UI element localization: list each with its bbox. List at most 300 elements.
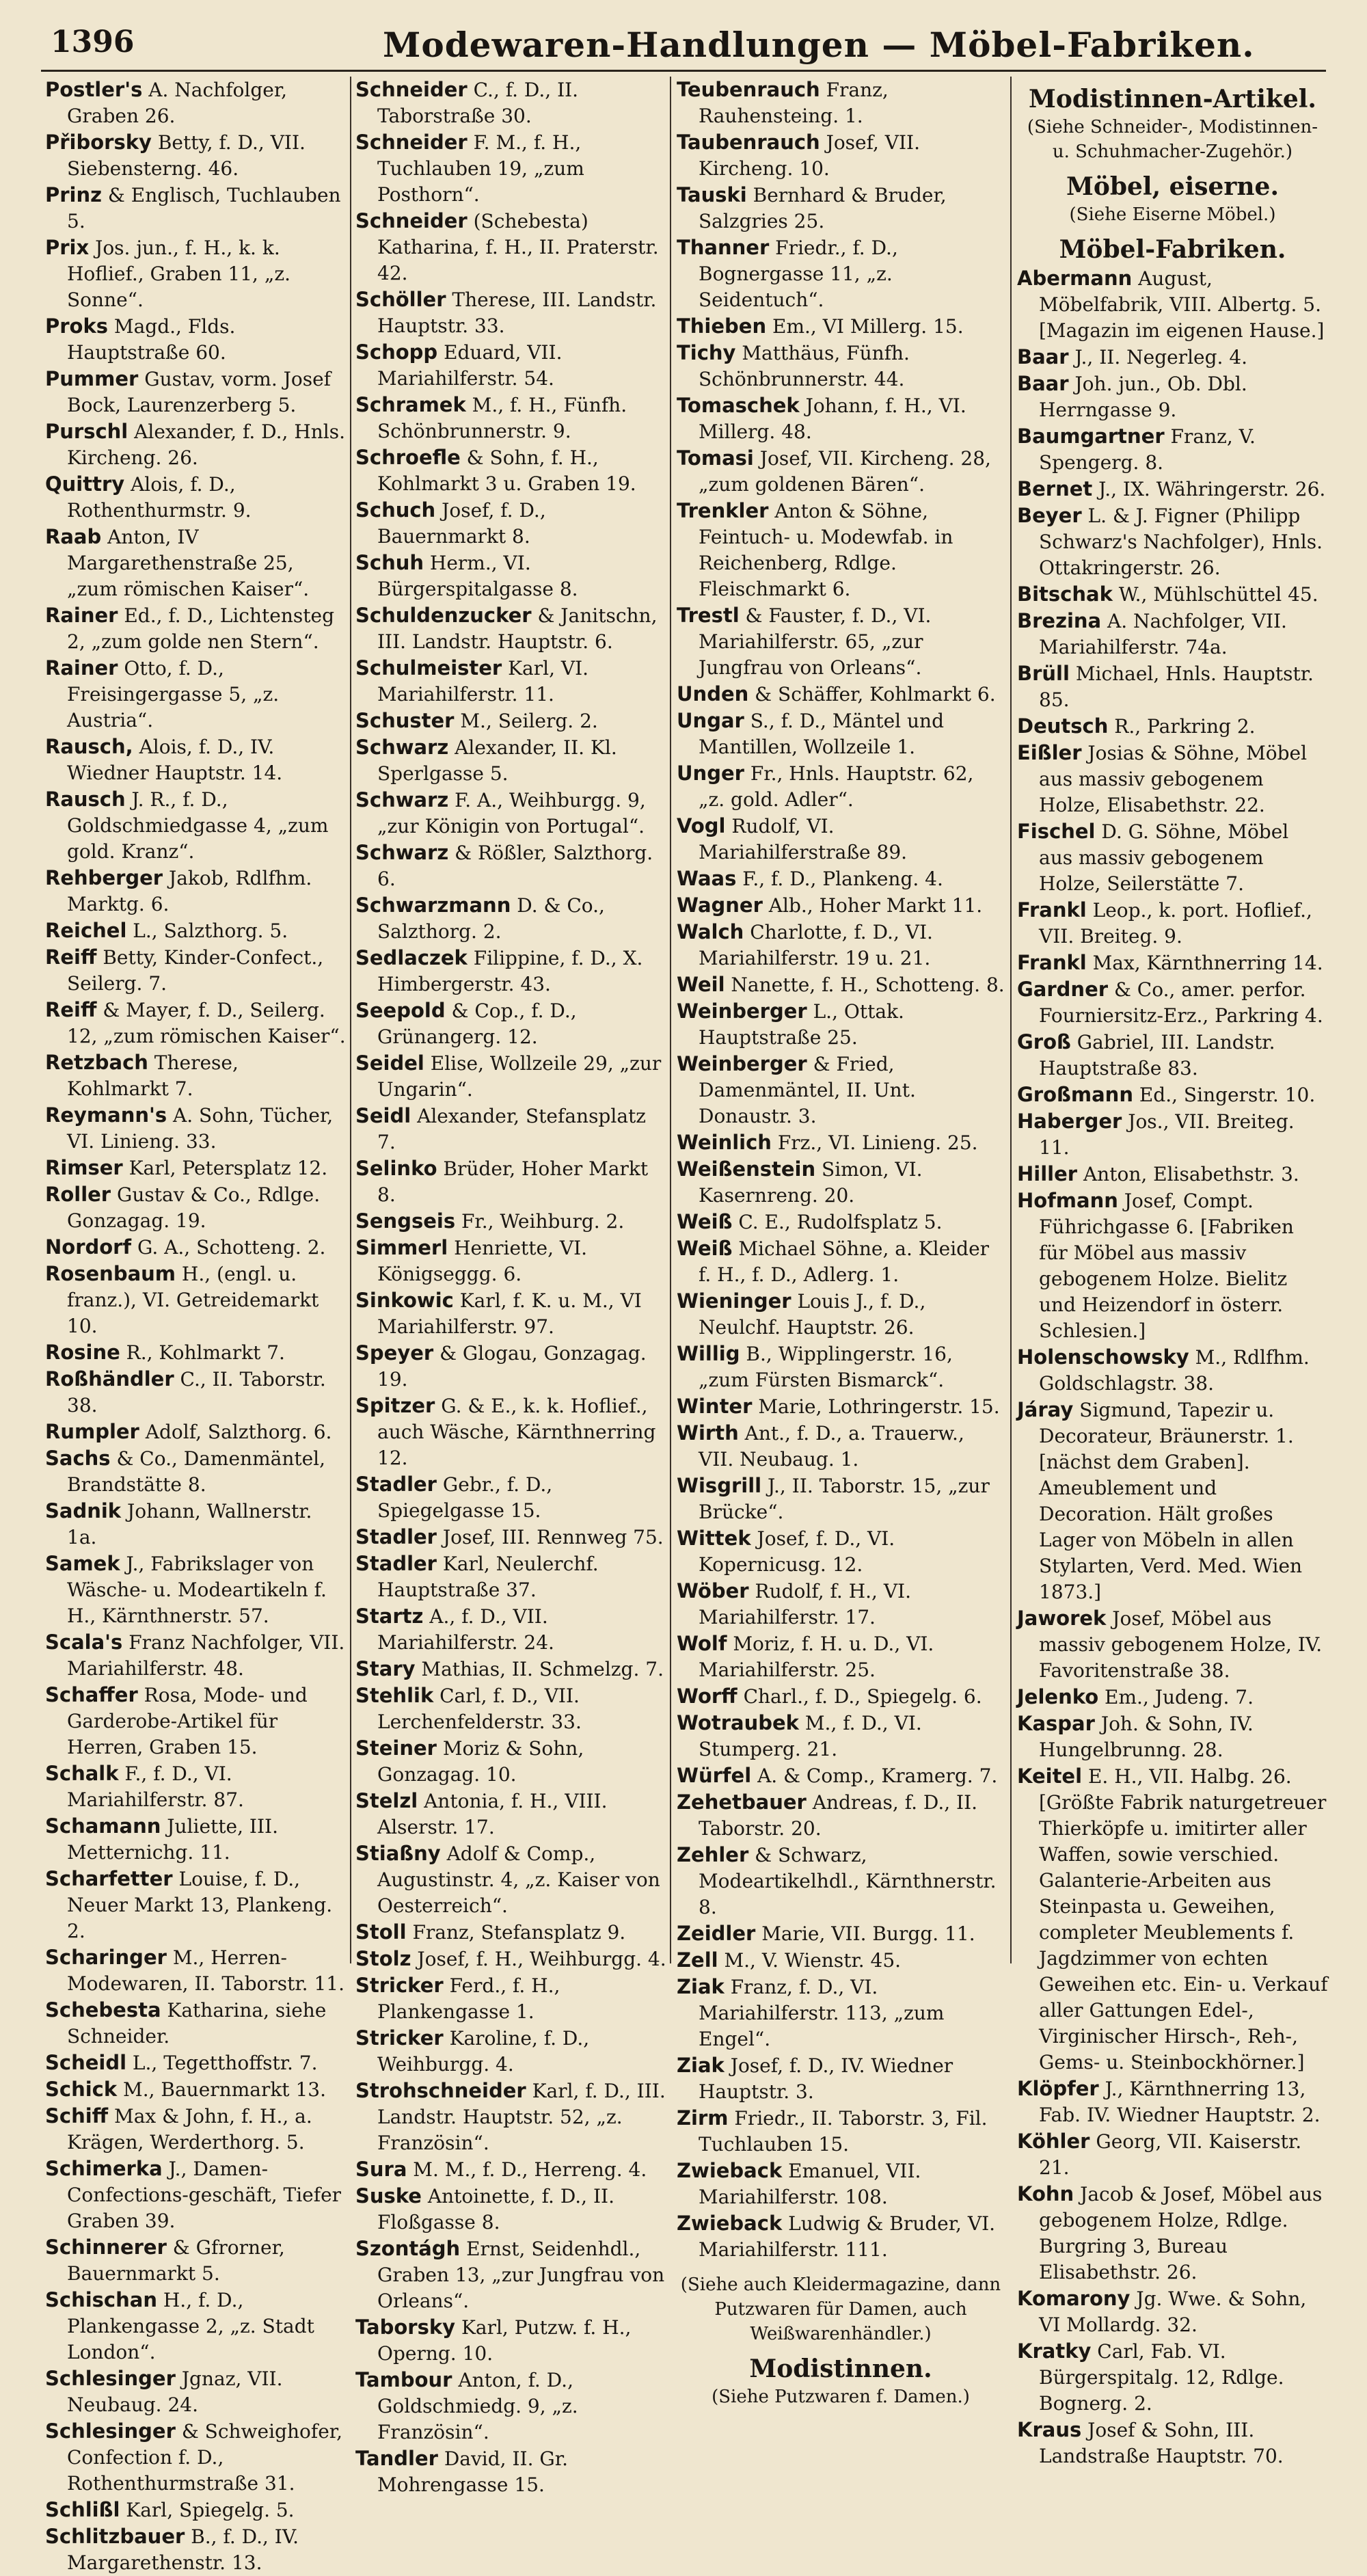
entry-name: Zehetbauer <box>677 1790 807 1814</box>
directory-entry <box>677 1920 1005 1947</box>
entry-details: L. & J. Figner (Philipp Schwarz's Nachfolger), Hnls. Ottakringerstr. 26. <box>1039 505 1323 579</box>
entry-name: Würfel <box>677 1764 752 1787</box>
entry-details: J., Kärnthnerring 13, Fab. IV. Wiedner Hauptstr. 2. <box>1039 2078 1321 2126</box>
directory-entry <box>45 865 346 917</box>
entry-name: Abermann <box>1017 267 1133 290</box>
entry-details: A. Nachfolger, Graben 26. <box>67 79 288 127</box>
directory-entry <box>355 892 666 945</box>
entry-details: Brüder, Hoher Markt 8. <box>377 1157 649 1206</box>
section-note: (Siehe auch Kleidermagazine, dann Putzwaren für Damen, auch Weißwarenhändler.) <box>680 2275 1001 2344</box>
entry-details: Carl, Fab. VI. Bürgerspitalg. 12, Rdlge. Bognerg. 2. <box>1039 2340 1284 2415</box>
entry-details: Josef, f. D., Bauernmarkt 8. <box>377 499 546 548</box>
entry-details: Alois, f. D., IV. Wiedner Hauptstr. 14. <box>67 736 283 784</box>
directory-entry <box>1017 2181 1328 2285</box>
entry-details: Bernhard & Bruder, Salzgries 25. <box>699 184 947 232</box>
entry-name: Klöpfer <box>1017 2077 1099 2100</box>
entry-details: Anton, IV Margarethenstraße 25, „zum römischen Kaiser“. <box>67 526 310 600</box>
entry-name: Suske <box>355 2184 422 2208</box>
directory-entry <box>355 1972 666 2025</box>
directory-entry <box>677 340 1005 392</box>
section-heading: Modistinnen. <box>749 2354 932 2383</box>
entry-name: Unden <box>677 682 749 706</box>
entry-details: Josef, VII. Kircheng. 10. <box>699 131 921 180</box>
entry-details: Josef, III. Rennweg 75. <box>437 1526 664 1548</box>
entry-name: Reiff <box>45 998 97 1021</box>
directory-entry <box>355 339 666 392</box>
entry-name: Jelenko <box>1017 1685 1099 1708</box>
directory-entry <box>45 418 346 471</box>
entry-details: Ed., Singerstr. 10. <box>1133 1084 1316 1106</box>
entry-name: Nordorf <box>45 1235 132 1259</box>
directory-entry <box>355 77 666 129</box>
directory-entry <box>45 313 346 366</box>
directory-entry <box>45 1682 346 1760</box>
entry-details: Franz Nachfolger, VII. Mariahilferstr. 48. <box>67 1631 345 1680</box>
entry-name: Sura <box>355 2158 407 2181</box>
entry-name: Vogl <box>677 814 726 837</box>
entry-details: D. G. Söhne, Möbel aus massiv gebogenem Holze, Seilerstätte 7. <box>1039 820 1289 895</box>
entry-details: Simon, VI. Kasernreng. 20. <box>699 1158 923 1207</box>
directory-entry <box>677 1947 1005 1974</box>
entry-details: G. & E., k. k. Hoflief., auch Wäsche, Kärnthnerring 12. <box>377 1395 656 1469</box>
entry-details: Karl, Neulerchf. Hauptstraße 37. <box>377 1553 599 1601</box>
entry-name: Schwarz <box>355 841 449 864</box>
directory-entry <box>1017 1397 1328 1605</box>
entry-name: Brüll <box>1017 662 1070 685</box>
entry-details: M., Seilerg. 2. <box>454 710 598 732</box>
directory-entry <box>677 1288 1005 1341</box>
entry-name: Deutsch <box>1017 714 1109 738</box>
entry-details: Herm., VI. Bürgerspitalgasse 8. <box>377 552 578 600</box>
directory-entry <box>677 2105 1005 2158</box>
entry-name: Brezina <box>1017 609 1102 632</box>
directory-entry <box>355 1287 666 1340</box>
entry-details: Moriz, f. H. u. D., VI. Mariahilferstr. 25. <box>699 1633 934 1681</box>
directory-entry <box>45 1102 346 1155</box>
entry-name: Kohn <box>1017 2182 1074 2205</box>
directory-entry <box>45 734 346 786</box>
section-note: (Siehe Schneider-, Modistinnen- u. Schuhmacher-Zugehör.) <box>1027 117 1318 162</box>
entry-name: Stiaßny <box>355 1842 441 1865</box>
entry-name: Rausch, <box>45 735 133 758</box>
entry-name: Rosenbaum <box>45 1262 176 1285</box>
entry-details: Rudolf, VI. Mariahilferstraße 89. <box>699 815 908 863</box>
entry-details: Matthäus, Fünfh. Schönbrunnerstr. 44. <box>699 342 910 390</box>
directory-entry <box>45 524 346 602</box>
directory-entry <box>355 1656 666 1682</box>
entry-details: & Sohn, f. H., Kohlmarkt 3 u. Graben 19. <box>377 446 636 495</box>
entry-name: Schamann <box>45 1814 161 1838</box>
entry-name: Schlesinger <box>45 2419 176 2443</box>
directory-entry <box>1017 265 1328 344</box>
entry-details: & Englisch, Tuchlauben 5. <box>67 184 341 232</box>
directory-entry <box>677 1974 1005 2052</box>
directory-entry <box>677 813 1005 866</box>
directory-entry <box>677 708 1005 760</box>
entry-name: Scharfetter <box>45 1867 173 1890</box>
entry-details: & Schweighofer, Confection f. D., Rothenthurmstraße 31. <box>67 2420 342 2495</box>
entry-details: Em., Judeng. 7. <box>1098 1686 1254 1708</box>
entry-details: Jakob, Rdlfhm. Marktg. 6. <box>67 867 312 915</box>
entry-name: Schischan <box>45 2288 157 2311</box>
directory-entry <box>355 2156 666 2183</box>
entry-details: Adolf & Comp., Augustinstr. 4, „z. Kaiser von Oesterreich“. <box>377 1842 660 1917</box>
entry-name: Bernet <box>1017 477 1093 500</box>
directory-entry <box>355 1919 666 1946</box>
entry-details: Ludwig & Bruder, VI. Mariahilferstr. 111. <box>699 2212 996 2261</box>
entry-details: Nanette, f. H., Schotteng. 8. <box>725 974 1005 996</box>
entry-details: & Fauster, f. D., VI. Mariahilferstr. 65, „zur Jungfrau von Orleans“. <box>699 604 932 679</box>
directory-entry <box>677 129 1005 182</box>
entry-details: W., Mühlschüttel 45. <box>1112 583 1318 606</box>
entry-name: Scheidl <box>45 2051 127 2074</box>
directory-entry <box>1017 2285 1328 2338</box>
directory-entry <box>1017 1763 1328 2076</box>
entry-details: M., f. D., VI. Stumperg. 21. <box>699 1712 922 1760</box>
entry-name: Weil <box>677 973 725 996</box>
entry-details: Fr., Hnls. Hauptstr. 62, „z. gold. Adler“. <box>699 762 974 811</box>
entry-name: Tomaschek <box>677 394 800 417</box>
entry-name: Schöller <box>355 288 446 311</box>
directory-entry <box>1017 1161 1328 1188</box>
entry-name: Schlitzbauer <box>45 2525 185 2548</box>
directory-entry <box>45 1049 346 1102</box>
directory-entry <box>355 550 666 602</box>
entry-details: L., Salzthorg. 5. <box>126 920 288 942</box>
entry-details: Karl, f. D., III. Landstr. Hauptstr. 52, „z. Französin“. <box>377 2080 666 2154</box>
entry-details: & Cop., f. D., Grünangerg. 12. <box>377 999 577 1048</box>
entry-details: Karl, Petersplatz 12. <box>122 1157 328 1179</box>
directory-entry <box>45 944 346 997</box>
entry-details: Andreas, f. D., II. Taborstr. 20. <box>699 1791 978 1840</box>
directory-entry <box>677 1683 1005 1710</box>
entry-name: Seepold <box>355 999 446 1022</box>
entry-details: Betty, f. D., VII. Siebensterng. 46. <box>67 131 306 180</box>
entry-details: H., (engl. u. franz.), VI. Getreidemarkt 10. <box>67 1263 319 1337</box>
entry-name: Sengseis <box>355 1209 456 1233</box>
directory-entry <box>45 1181 346 1234</box>
directory-entry <box>355 392 666 444</box>
entry-name: Walch <box>677 920 744 943</box>
entry-name: Weißenstein <box>677 1157 816 1181</box>
entry-name: Wisgrill <box>677 1474 762 1497</box>
directory-entry <box>45 997 346 1049</box>
entry-details: Gabriel, III. Landstr. Hauptstraße 83. <box>1039 1031 1275 1079</box>
entry-details: M. M., f. D., Herreng. 4. <box>407 2158 647 2181</box>
entry-details: J., II. Taborstr. 15, „zur Brücke“. <box>699 1475 990 1523</box>
entry-name: Weinberger <box>677 999 807 1023</box>
entry-details: & Co., Damenmäntel, Brandstätte 8. <box>67 1447 326 1496</box>
directory-entry <box>355 497 666 550</box>
entry-details: Josias & Söhne, Möbel aus massiv gebogenem Holze, Elisabethstr. 22. <box>1039 742 1308 816</box>
entry-name: Hiller <box>1017 1162 1078 1185</box>
entry-name: Zell <box>677 1948 718 1972</box>
directory-entry <box>1017 897 1328 950</box>
entry-name: Schuh <box>355 551 424 574</box>
entry-details: Antoinette, f. D., II. Floßgasse 8. <box>377 2185 615 2233</box>
entry-name: Schwarz <box>355 788 449 811</box>
entry-name: Reiff <box>45 945 97 969</box>
entry-details: B., f. D., IV. Margarethenstr. 13. <box>67 2525 299 2574</box>
entry-name: Schlißl <box>45 2498 120 2521</box>
entry-details: Gustav, vorm. Josef Bock, Laurenzerberg 5. <box>67 368 331 416</box>
directory-entry <box>677 1473 1005 1525</box>
entry-name: Roller <box>45 1183 111 1206</box>
entry-details: Josef, f. D., VI. Kopernicusg. 12. <box>699 1527 895 1576</box>
directory-entry <box>1017 371 1328 423</box>
directory-entry <box>355 208 666 286</box>
entry-name: Fischel <box>1017 820 1096 843</box>
entry-details: Alois, f. D., Rothenthurmstr. 9. <box>67 473 252 522</box>
entry-details: Elise, Wollzeile 29, „zur Ungarin“. <box>377 1052 662 1101</box>
entry-name: Wittek <box>677 1527 751 1550</box>
directory-entry <box>1017 1344 1328 1397</box>
directory-entry <box>45 786 346 865</box>
column-divider <box>350 77 351 1963</box>
column-1 <box>45 77 346 2574</box>
entry-name: Prix <box>45 236 90 259</box>
directory-entry <box>1017 502 1328 581</box>
directory-entry <box>45 2050 346 2076</box>
entry-details: Therese, Kohlmarkt 7. <box>67 1051 239 1100</box>
entry-name: Thieben <box>677 314 767 338</box>
entry-name: Trenkler <box>677 499 769 522</box>
entry-details: Friedr., f. D., Bognergasse 11, „z. Seidentuch“. <box>699 237 898 311</box>
entry-name: Steiner <box>355 1736 437 1760</box>
directory-entry <box>45 1445 346 1498</box>
entry-details: J., IX. Währingerstr. 26. <box>1092 478 1326 500</box>
entry-details: Anton, f. D., Goldschmiedg. 9, „z. Französin“. <box>377 2369 578 2443</box>
entry-details: Antonia, f. H., VIII. Alserstr. 17. <box>377 1790 608 1838</box>
entry-details: Adolf, Salzthorg. 6. <box>139 1421 332 1443</box>
column-4 <box>1017 77 1328 2467</box>
directory-entry <box>677 2052 1005 2105</box>
entry-name: Schopp <box>355 340 438 364</box>
entry-details: Franz, f. D., VI. Mariahilferstr. 113, „zum Engel“. <box>699 1976 945 2050</box>
entry-details: F. A., Weihburgg. 9, „zur Königin von Portugal“. <box>377 789 646 837</box>
entry-name: Weiß <box>677 1237 733 1260</box>
directory-entry <box>677 1710 1005 1762</box>
entry-details: Josef, f. D., IV. Wiedner Hauptstr. 3. <box>699 2054 953 2103</box>
directory-entry <box>355 1788 666 1840</box>
directory-entry <box>355 2078 666 2156</box>
directory-entry <box>677 77 1005 129</box>
entry-details: Ferd., f. H., Plankengasse 1. <box>377 1974 560 2023</box>
entry-details: & Fried, Damenmäntel, II. Unt. Donaustr. 3. <box>699 1053 916 1127</box>
entry-details: Carl, f. D., VII. Lerchenfelderstr. 33. <box>377 1685 582 1733</box>
entry-name: Scharinger <box>45 1946 167 1969</box>
directory-entry <box>355 1682 666 1735</box>
entry-details: Karoline, f. D., Weihburgg. 4. <box>377 2027 590 2076</box>
entry-details: Alexander, f. D., Hnls. Kircheng. 26. <box>67 420 346 469</box>
entry-name: Tandler <box>355 2447 438 2470</box>
directory-entry <box>677 866 1005 892</box>
entry-name: Worff <box>677 1685 737 1708</box>
entry-name: Weinberger <box>677 1052 807 1075</box>
entry-details: Eduard, VII. Mariahilferstr. 54. <box>377 341 563 390</box>
directory-entry <box>1017 818 1328 897</box>
entry-name: Retzbach <box>45 1051 148 1074</box>
directory-entry <box>1017 608 1328 660</box>
entry-name: Rosine <box>45 1341 120 1364</box>
entry-details: Max & John, f. H., a. Krägen, Werderthorg. 5. <box>67 2105 312 2154</box>
directory-entry <box>1017 1684 1328 1710</box>
entry-name: Baar <box>1017 345 1069 368</box>
entry-details: Karl, Putzw. f. H., Operng. 10. <box>377 2316 632 2365</box>
directory-entry <box>45 366 346 418</box>
entry-details: & Glogau, Gonzagag. 19. <box>377 1342 647 1391</box>
entry-name: Zehler <box>677 1843 749 1866</box>
entry-details: Jos., VII. Breiteg. 11. <box>1039 1110 1295 1159</box>
entry-name: Simmerl <box>355 1236 448 1259</box>
entry-name: Wolf <box>677 1632 727 1655</box>
directory-entry <box>677 1235 1005 1288</box>
entry-details: Franz, Stefansplatz 9. <box>406 1921 626 1944</box>
directory-entry <box>677 2210 1005 2263</box>
entry-details: Mathias, II. Schmelzg. 7. <box>415 1658 664 1680</box>
entry-name: Přiborsky <box>45 131 152 154</box>
entry-details: Henriette, VI. Königseggg. 6. <box>377 1237 588 1285</box>
entry-name: Wieninger <box>677 1289 791 1313</box>
entry-details: Filippine, f. D., X. Himbergerstr. 43. <box>377 947 643 995</box>
entry-details: Max, Kärnthnerring 14. <box>1086 952 1323 974</box>
directory-entry <box>355 1551 666 1603</box>
entry-details: Michael, Hnls. Hauptstr. 85. <box>1039 662 1314 711</box>
directory-entry <box>45 2365 346 2418</box>
entry-name: Strohschneider <box>355 2079 526 2102</box>
entry-details: & Gfrorner, Bauernmarkt 5. <box>67 2236 285 2285</box>
directory-entry <box>45 234 346 313</box>
entry-details: M., Bauernmarkt 13. <box>117 2078 326 2101</box>
entry-name: Zirm <box>677 2106 729 2130</box>
entry-details: Juliette, III. Metternichg. 11. <box>67 1815 278 1864</box>
entry-details: A., f. D., VII. Mariahilferstr. 24. <box>377 1605 554 1654</box>
entry-name: Wagner <box>677 894 763 917</box>
entry-name: Samek <box>45 1552 120 1575</box>
entry-name: Wotraubek <box>677 1711 799 1734</box>
directory-entry <box>1017 1108 1328 1161</box>
entry-name: Wirth <box>677 1421 739 1445</box>
entry-details: Gustav & Co., Rdlge. Gonzagag. 19. <box>67 1183 321 1232</box>
directory-entry <box>45 1261 346 1339</box>
entry-name: Beyer <box>1017 504 1082 527</box>
directory-entry <box>45 1629 346 1682</box>
entry-name: Schneider <box>355 78 468 101</box>
entry-details: Ernst, Seidenhdl., Graben 13, „zur Jungfrau von Orleans“. <box>377 2238 665 2312</box>
entry-details: Josef & Sohn, III. Landstraße Hauptstr. 70. <box>1039 2419 1284 2467</box>
entry-name: Schuster <box>355 709 455 732</box>
entry-name: Járay <box>1017 1398 1074 1421</box>
entry-details: Karl, f. K. u. M., VI Mariahilferstr. 97. <box>377 1289 642 1338</box>
entry-name: Scala's <box>45 1631 123 1654</box>
directory-entry <box>45 1813 346 1866</box>
entry-details: R., Parkring 2. <box>1108 715 1256 738</box>
entry-details: & Schäffer, Kohlmarkt 6. <box>748 683 996 706</box>
entry-name: Selinko <box>355 1157 437 1180</box>
entry-name: Weinlich <box>677 1131 772 1154</box>
entry-details: & Co., amer. perfor. Fourniersitz-Erz., Parkring 4. <box>1039 978 1323 1027</box>
entry-name: Schaffer <box>45 1683 138 1706</box>
entry-name: Schalk <box>45 1762 119 1785</box>
entry-name: Rainer <box>45 604 118 627</box>
entry-details: D. & Co., Salzthorg. 2. <box>377 894 605 943</box>
entry-details: Jos. jun., f. H., k. k. Hoflief., Graben 11, „z. Sonne“. <box>67 237 291 311</box>
directory-entry <box>677 1051 1005 1129</box>
directory-entry <box>677 919 1005 971</box>
directory-entry <box>45 1866 346 1944</box>
entry-name: Reichel <box>45 919 127 942</box>
entry-details: A. & Comp., Kramerg. 7. <box>751 1765 998 1787</box>
directory-entry <box>355 602 666 655</box>
directory-entry <box>355 2445 666 2498</box>
header-rule <box>41 70 1326 72</box>
entry-details: Jacob & Josef, Möbel aus gebogenem Holze, Rdlge. Burgring 3, Bureau Elisabethstr. 26. <box>1039 2183 1323 2283</box>
directory-entry <box>45 182 346 234</box>
directory-entry <box>1017 1188 1328 1344</box>
entry-details: R., Kohlmarkt 7. <box>120 1341 285 1364</box>
directory-entry <box>355 1946 666 1972</box>
entry-details: Ant., f. D., a. Trauerw., VII. Neubaug. 1. <box>699 1422 964 1471</box>
entry-details: J. R., f. D., Goldschmiedgasse 4, „zum gold. Kranz“. <box>67 788 329 863</box>
entry-name: Stelzl <box>355 1789 418 1812</box>
entry-name: Stadler <box>355 1525 437 1548</box>
entry-name: Winter <box>677 1395 753 1418</box>
directory-entry <box>355 286 666 339</box>
directory-entry <box>677 892 1005 919</box>
entry-details: Alexander, Stefansplatz 7. <box>377 1105 647 1153</box>
entry-name: Taborsky <box>355 2316 456 2339</box>
directory-entry <box>677 1420 1005 1473</box>
directory-entry <box>355 1103 666 1155</box>
entry-name: Ziak <box>677 1975 725 1998</box>
entry-name: Hofmann <box>1017 1189 1118 1212</box>
entry-details: Fr., Weihburg. 2. <box>455 1210 625 1233</box>
entry-details: & Rößler, Salzthorg. 6. <box>377 842 653 890</box>
entry-name: Stoll <box>355 1920 407 1944</box>
directory-entry <box>45 1339 346 1366</box>
directory-entry <box>677 1789 1005 1842</box>
directory-entry <box>677 313 1005 340</box>
directory-entry <box>1017 2076 1328 2128</box>
entry-details: Johann, f. H., VI. Millerg. 48. <box>699 394 966 443</box>
entry-name: Keitel <box>1017 1765 1083 1788</box>
directory-entry <box>1017 2128 1328 2181</box>
entry-details: C., f. D., II. Taborstraße 30. <box>377 79 579 127</box>
entry-name: Haberger <box>1017 1110 1122 1133</box>
entry-name: Trestl <box>677 604 740 627</box>
entry-name: Pummer <box>45 367 139 390</box>
directory-entry <box>355 1340 666 1393</box>
section-heading: Möbel-Fabriken. <box>1059 235 1286 264</box>
entry-name: Ungar <box>677 709 744 732</box>
directory-entry <box>355 997 666 1050</box>
entry-details: Moriz & Sohn, Gonzagag. 10. <box>377 1737 584 1786</box>
entry-name: Taubenrauch <box>677 131 820 154</box>
directory-entry <box>355 840 666 892</box>
entry-details: Frz., VI. Linieng. 25. <box>771 1131 978 1154</box>
entry-name: Seidel <box>355 1051 424 1075</box>
entry-details: Marie, VII. Burgg. 11. <box>755 1922 975 1945</box>
entry-name: Seidl <box>355 1104 411 1127</box>
directory-entry <box>45 1155 346 1181</box>
entry-details: C., II. Taborstr. 38. <box>67 1368 326 1417</box>
directory-entry <box>1017 2338 1328 2417</box>
directory-entry <box>355 444 666 497</box>
entry-details: M., V. Wienstr. 45. <box>718 1949 902 1972</box>
directory-entry <box>45 1760 346 1813</box>
entry-name: Unger <box>677 762 744 785</box>
directory-entry <box>677 1842 1005 1920</box>
